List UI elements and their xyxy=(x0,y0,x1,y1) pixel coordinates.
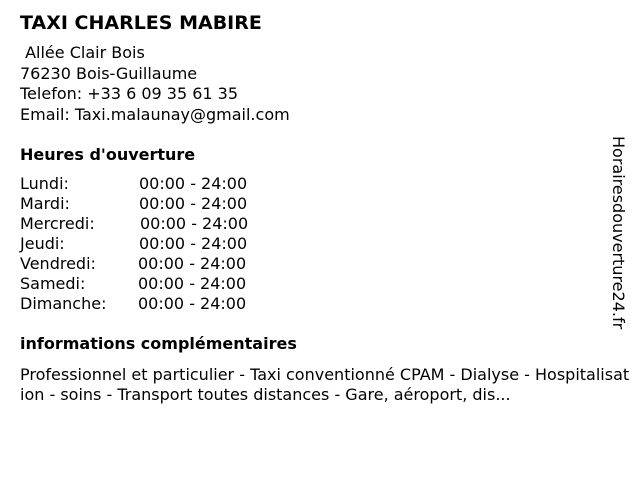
address-street: Allée Clair Bois xyxy=(20,43,145,62)
day-label: Dimanche: xyxy=(20,294,107,313)
day-label: Jeudi: xyxy=(20,234,65,253)
additional-info-text: Professionnel et particulier - Taxi conventionné CPAM - Dialyse - Hospitalisation - soins - Transport toutes distances - Gare, aéroport, dis... xyxy=(20,365,630,404)
day-label: Lundi: xyxy=(20,174,69,193)
email-address: Email: Taxi.malaunay@gmail.com xyxy=(20,104,290,124)
opening-hours-heading: Heures d'ouverture xyxy=(20,145,196,164)
phone-number: Telefon: +33 6 09 35 61 35 xyxy=(20,84,239,103)
time-range: 00:00 - 24:00 xyxy=(138,294,247,313)
time-range: 00:00 - 24:00 xyxy=(139,174,248,193)
day-label: Mardi: xyxy=(20,194,70,213)
address-city: 76230 Bois-Guillaume xyxy=(20,63,198,83)
additional-info-heading: informations complémentaires xyxy=(20,334,297,353)
time-range: 00:00 - 24:00 xyxy=(138,274,247,293)
business-name: TAXI CHARLES MABIRE xyxy=(20,12,262,34)
time-range: 00:00 - 24:00 xyxy=(139,194,248,213)
contact-block xyxy=(20,43,290,125)
time-range: 00:00 - 24:00 xyxy=(138,254,247,273)
time-range: 00:00 - 24:00 xyxy=(140,214,249,233)
site-watermark: Horairesdouverture24.fr xyxy=(609,136,628,330)
day-label: Vendredi: xyxy=(20,254,96,273)
day-label: Samedi: xyxy=(20,274,86,293)
day-label: Mercredi: xyxy=(20,214,95,233)
time-range: 00:00 - 24:00 xyxy=(139,234,248,253)
